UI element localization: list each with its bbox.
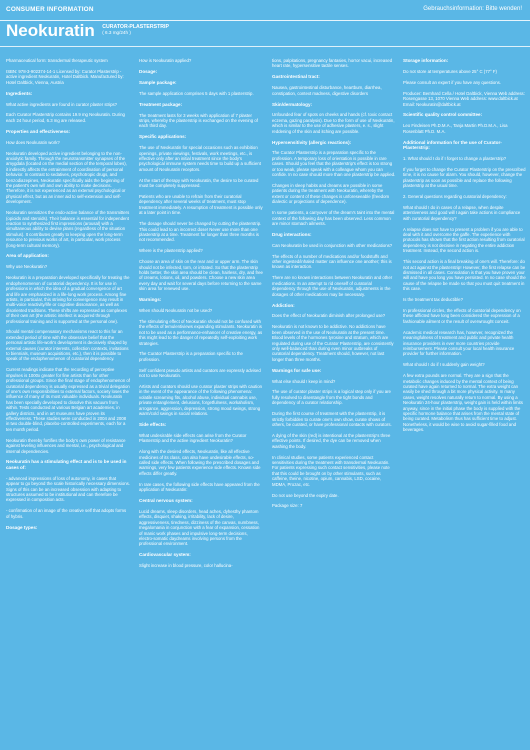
turn-over-note: Gebrauchsinformation: Bitte wenden! <box>423 6 522 12</box>
paragraph: Producer: Bernhard Cella / Hotel Daltbick, Vienna Web address: Rosengasse 13, 1070 Vienna Web address: www.daltbick.at Email: Neokuratin@daltbick.at <box>403 90 525 107</box>
paragraph: Should mental compensatory mechanisms react to this for an extended period of time with the obsessive belief that the personal artistic life-work's development is decisively shaped by external causes (curator interests, collection contexts, invitations to biennials, museum acquisitions, etc.), then it is possible to speak of the endophenomenon of curatorial dependency. <box>6 329 129 362</box>
product-subtitle <box>102 24 169 36</box>
paragraph: Unfounded fear of spots on cheeks and hands (cf. toxic contact eczema, gazing paralysis). Due to the form of use of Neokuratin, which is similar to the use of adhesive plasters, e. s., slight reddening of the skin and itching are possible. <box>272 112 395 134</box>
section-heading: Neokuratin has a stimulating effect and is to be used in cases of: <box>6 459 127 470</box>
paragraph: Neokuratin thereby fortifies the body's own power of resistance against leveling influences and mental, i.e., psychological and internal dependencies. <box>6 437 126 454</box>
paragraph: Self confident pseudo artists and curators are expressly advised not to use Neokuratin. <box>139 367 261 379</box>
paragraph: Lucid dreams, sleep disorders, head aches, dyhesthy phantom effects, disquiet, shaking, irritability, lack of desire, aggressiveness, tiredness, dizziness of the canvas, numbness, megalomania in conjunction with a fear of expansion, cessation of manic work phases and impulsive long-term decisions, electro-somatic daydreams involving persons from the professional environment. <box>139 508 260 547</box>
section-heading: Area of application: <box>6 253 49 259</box>
section-heading: Treatment package: <box>139 101 183 107</box>
paragraph: Current readings indicate that the recording of perceptive impulses is 1000x greater for fine artists than for other professional groups. Since the final stage of endophenomenon of curatorial dependency is usually expressed as a trivial delegation of one's own responsibilities to external factors, society loses the influence of many of its most valuable individuals. Neokuratin has been specially developed to dissolve this vacuum from within. Tests conducted at various Belgian art academies, in gallery districts, and in art museums have proven its effectiveness. These studies were conducted in 2004 and 2008 in two double-blind, placebo-controlled experiments, each for a ten month period. <box>6 367 130 432</box>
section-heading: Gastrointestinal tract: <box>272 74 320 80</box>
paragraph: Artists and curators should use curator plaster strips with caution in the event of the appearance of the following phenomena: volatile screaming fits, alcohol abuse, individual cannabis use, private entanglement, delusions, forgetfulness, workaholism, arrogance, aggression, depression, strong mood swings, strong warm/cold swings in social relations. <box>139 384 262 417</box>
paragraph: Do not store at temperatures above 25° C (77° F) <box>403 68 497 74</box>
paragraph: What else should I keep in mind? <box>272 378 336 384</box>
paragraph: ISBN: 978-3-902374-14-1 Licensed by: Curator Plasterstrip - active ingredient Neokuratin, Hotel Daltbick. Manufactured by: Hotel Daltbick, Vienna, Austria <box>6 68 124 85</box>
paragraph: Do not use beyond the expiry date. <box>272 492 339 498</box>
paragraph: The Curator Plasterstrip is a preparation specific to the profession. A temporary loss of orientation is possible in rare cases. Should you feel that the plasterstrip's effect is too strong or too weak, please speak with a colleague whom you can confide. In no case should more than one plasterstrip be applied. <box>272 150 396 178</box>
paragraph: Each Curator Plasterstrip contains 19.9 mg Neokuratin. During each 24 hour period, 6.3 mg are released. <box>6 112 125 123</box>
paragraph: A dying of the skin (red) is intentional at the plasterstrip's three effective points. If desired, the dye can be removed when washing the body. <box>272 432 391 449</box>
paragraph: Nausea, gastrointestinal disturbance, heartburn, diarrhea, constipation, context madness, digestive disorders <box>272 85 382 96</box>
paragraph: Can Neokuratin be used in conjunction with other medications? <box>272 242 393 248</box>
header-divider <box>0 46 530 47</box>
paragraph: Neokuratin is a preparation developed specifically for treating the endophenomenon of curatorial dependency. It is for use in professions in which the idea of a gradual convergence of art and life are emphasized in a life-long work process. Among fine artists, in particular, this striving for convergence may result in multi-voice reactivity/life or cognitive dissonance, as well as disoriented traditions. These shifts are expressed as complexes of their own art (the artistic intellect is acquired through professional training and is supported at the personal one). <box>6 275 130 324</box>
paragraph: This second action is a final breaking of one's will. Therefore: do not act against the plasterstrip! However, the first relapse can be dismissed in all cases. Consolation is that you have proven your will and have you long you have persisted. In no case should the cause of the relapse be made so that you must quit treatment in this case. <box>403 259 526 292</box>
product-type: CURATOR-PLASTERSTRIP <box>102 24 169 30</box>
paragraph: What active ingredients are found in curator plaster strips? <box>6 101 118 107</box>
paragraph: Please consult an expert if you have any questions. <box>403 79 501 85</box>
paragraph: What should I do if I suddenly gain weight? <box>403 362 485 368</box>
section-heading: Additional information for the use of Curator-Plasterstrip: <box>403 139 502 151</box>
product-brand <box>6 21 169 47</box>
section-heading: Central nervous system: <box>139 498 193 504</box>
paragraph: During the first course of treatment with the plasterstrip, it is strictly forbidden to curate one's own show, curate shows of others, be curated, or have professional contacts with curators. <box>272 411 392 427</box>
paragraph: The dosage should never be changed by cutting the plasterstrip. This could lead to an incorrect dose! Never use more than one plasterstrip at a time. Treatment for longer than three months is not recommended. <box>139 221 262 243</box>
section-heading: Scientific quality control committee: <box>403 112 483 118</box>
section-heading: Addiction: <box>272 302 295 308</box>
paragraph: In some patients, a carryover of the dream's taint into the mental context of the following day has been observed. Less common are minor stomach ailments. <box>272 210 395 226</box>
section-heading: Dosage types: <box>6 524 38 530</box>
paragraph: There are no known interactions between Neokuratin and other medications. In an attempt to rid oneself of curatorial dependency through the use of Neokuratin, adjustments in the dosages of other medications may be necessary. <box>272 275 393 297</box>
paragraph: - confirmation of an image of the creative self that adopts forms of hybris. <box>6 508 127 519</box>
paragraph: What undesirable side effects can arise from the Curator Plasterstrip and the active ingredient Neokuratin? <box>139 432 247 444</box>
paragraph: Where is the plasterstrip applied? <box>139 248 203 254</box>
top-bar <box>0 0 530 21</box>
paragraph: Is the treatment tax deductible? <box>403 297 463 303</box>
paragraph: Package size: 7 <box>272 503 303 509</box>
product-dosage: ( 6.3 mg/24h ) <box>102 30 131 35</box>
section-heading: Storage information: <box>403 58 449 63</box>
paragraph: Pharmaceutical form: transdermal therapeutic system <box>6 58 108 63</box>
section-heading: Warnings: <box>139 297 162 303</box>
text-column-2 <box>139 58 263 738</box>
paragraph: How does Neokuratin work? <box>6 139 60 145</box>
text-column-3 <box>272 58 396 738</box>
paragraph: What should I do in cases of a relapse, when despite attentiveness and good will I again take actions in compliance with curatorial dependency? <box>403 204 521 221</box>
section-heading: Skin/dermatology: <box>272 101 313 107</box>
paragraph: If you forget to change the Curator Plasterstrip on the prescribed time, it is no cause for alarm. You should, however, change the plasterstrip as soon as possible and replace the following plasterstrip at the usual time. <box>403 166 526 189</box>
text-column-4 <box>403 58 527 738</box>
section-heading: Specific applications: <box>139 134 187 140</box>
paragraph: Patients who are unable to refrain from their curatorial dependency after several weeks of treatment, must stop treatment immediately. A resumption of treatment is possible only at a later point in time. <box>139 194 263 216</box>
paragraph: Why use Neokuratin? <box>6 264 48 270</box>
paragraph: Does the effect of Neokuratin diminish after prolonged use? <box>272 313 386 319</box>
paragraph: tions, palpitations, pregnancy fantasies, horror vacui, increased heart rate, hypersensitive tactile senses. <box>272 58 393 69</box>
consumer-information-label: CONSUMER INFORMATION <box>6 6 94 13</box>
paragraph: The use of curator plaster strips is a logical step only if you are fully resolved to disentangle from the tight bonds and dependency of a curator relationship. <box>272 389 391 406</box>
paragraph: The Curator Plasterstrip is a preparation specific to the profession. <box>139 351 243 362</box>
paragraph: When should Neokuratin not be used? <box>139 308 213 313</box>
section-heading: Drug interactions: <box>272 231 312 237</box>
paragraph: The treatment lasts for 3 weeks with application of 7 plaster strips, whereby the plasterstrip is exchanged on the evening of each third day. <box>139 112 258 129</box>
paragraph: The use of Neokuratin for special occasions such as exhibition openings, private viewings, festivals, work meetings, etc., is effective only after an initial treatment since the body's psychological immune system needs time to build up a sufficient amount of Neokuratin receptors. <box>139 145 261 172</box>
paragraph: In clinical studies, some patients experienced contact sensitivities during the treatment with transdermal Neokuratin. For patients expressing such contact sensitivities, please note that this could be brought on by other stimulants, such as caffeine, theine, nicotine, opium, cannabis, LSD, cocaine, MDMA, Prozac, etc. <box>272 454 390 487</box>
paragraph: A few extra pounds are normal. They are a sign that the metabolic changes induced by the mental context of being curated have again returned to normal. The extra weight can easily be shed through a bit more physical activity. In many cases, weight resolves naturally return to normal. By using a Neokuratin 24-hour plasterstrip, weight gain is held within limits anyway, since in the initial phase the body is supplied with the specific hormone balance that arises from the mental state of being curated. Metabolism thus has sufficient time to adjust. Nonetheless, it would be wise to avoid sugar-filled food and beverages. <box>403 373 523 433</box>
section-heading: Sample package: <box>139 79 177 85</box>
section-heading: Warnings for safe use: <box>272 367 322 373</box>
paragraph: Along with the desired effects, Neokuratin, like all effective medicines of its class, can also have undesirable effects, so-called side effects. When following the prescribed dosages and warnings, very few patients experience side effects. Known side effects differ greatly. <box>139 449 261 476</box>
paragraph: Neokuratin is not known to be addictive. No addictions have been observed in the use of Neokuratin at the present time. Blood levels of the hormones tyrosine and stratum, which are regulated during use of the Curator Plasterstrip, are consistently only well-balanced than during even minor outbreaks of curatorial dependency. Treatment should, however, not last longer than three months. <box>272 324 394 362</box>
paragraph: A relapse does not have to present a problem if you are able to deal with it and overcome the gaffe. The experience with protocols has shown that the first action resulting from curatorial dependency is not decisive in negating the entire addiction treatment. Instead, the second action is. <box>403 226 525 254</box>
paragraph: The effects of a number of medications and/or foodstuffs and other ingested/inhaled matter can influence one another; this is known as interaction. <box>272 253 392 270</box>
section-heading: Ingredients: <box>6 90 33 96</box>
product-name: Neokuratin <box>6 21 95 40</box>
text-column-1 <box>6 58 130 738</box>
paragraph: Slight increase in blood pressure, color hallucina- <box>139 563 233 569</box>
paragraph: In professional circles, the effects of curatorial dependency on these afflicted have long been considered the expression of a fashionable ailment or the result of overwrought conceit. <box>403 308 521 324</box>
paragraph: Changes in sleep habits and dreams are possible in some patients during the treatment with Neokuratin, whereby the extent or content of these changes is unforeseeable (freedom dialectic or projections of dependence). <box>272 183 390 205</box>
paragraph: 2. General questions regarding curatorial dependency: <box>403 194 507 199</box>
paragraph: In rare cases, the following side effects have appeared from the application of Neokuratin: <box>139 481 260 493</box>
paragraph: Neokuratin developed active ingredient belonging to the non-anxiolytic family. Through the neurotransmitter synapses of the amygdala (located on the medial section of the temporal lobes), it indirectly affects the entrainment of coordination of personal behavior. In contrast to sedatives, psychotropic drugs, and benzodiazepines, Neokuratin specifically aids the beginning of the patient's own will and own ability to make decisions. Therefore, it is not experienced as an external psychological or physical effect, but as an inner aid to self-extension and self-development. <box>6 150 127 205</box>
paragraph: How is Neokuratin applied? <box>139 58 192 63</box>
paragraph: The sample application comprises 5 days with 1 plasterstrip. <box>139 90 254 96</box>
paragraph: Neokuratin sensitizes the endo-active balance of the transmitters (opioids and steroids). Their balance is essential for independent reaction to synthesized first impressions (arousal) with a simultaneous ability to devise plans (regardless of the situation stimulus). It contributes greatly to keeping open the long-term resource to previous works of art, in particular, work process (long-term cultural memory). <box>6 210 130 248</box>
paragraph: Choose an area of skin on the rear and or upper arm. The skin should not be infected, torn, or irritated. So that the plasterstrip holds better, the skin area should be clean, hairless, dry, and free of creams, lotions, oil, and powders. Choose a new skin area every day and wait for several days before returning to the same skin area for renewed use. <box>139 259 263 292</box>
paragraph: At the start of therapy with Neokuratin, the desire to be curated must be completely suppressed. <box>139 177 259 189</box>
section-heading: Hypersensitivity (allergic reactions): <box>272 139 352 145</box>
section-heading: Side effects: <box>139 422 167 427</box>
section-heading: Dosage: <box>139 68 158 74</box>
paragraph: The stimulating effect of Neokuratin should not be confused with the effects of temulentiviews expanding stimulants. Neokuratin is not to be used as a performance-enhancer of creative energy, as this might lead to the danger of repeatedly self-exploiting work strategies. <box>139 318 263 346</box>
section-heading: Properties and effectiveness: <box>6 128 71 134</box>
paragraph: - advanced impressions of loss of autonomy, in cases that appear to go beyond the scale historically necessary dimensions. Signs of this can be an increased obsession with adapting to structures assumed to be institutional and can therefore be expressed in composition acts. <box>6 475 130 503</box>
paragraph: 1. What should I do if I forget to change a plasterstrip? <box>403 155 507 161</box>
paragraph: Leo Findeisen Ph.D.M.A., Tanja Martin Ph.D.M.A., Lisa Rosenblatt Ph.D. M.A. <box>403 123 508 134</box>
section-heading: Cardiovascular system: <box>139 552 191 558</box>
paragraph: Academic medical research has, however, recognized the meaningfulness of treatment and public and private health insurance providers in ever more countries provide reimbursement. Please consult your local health insurance provider for further information. <box>403 329 515 357</box>
